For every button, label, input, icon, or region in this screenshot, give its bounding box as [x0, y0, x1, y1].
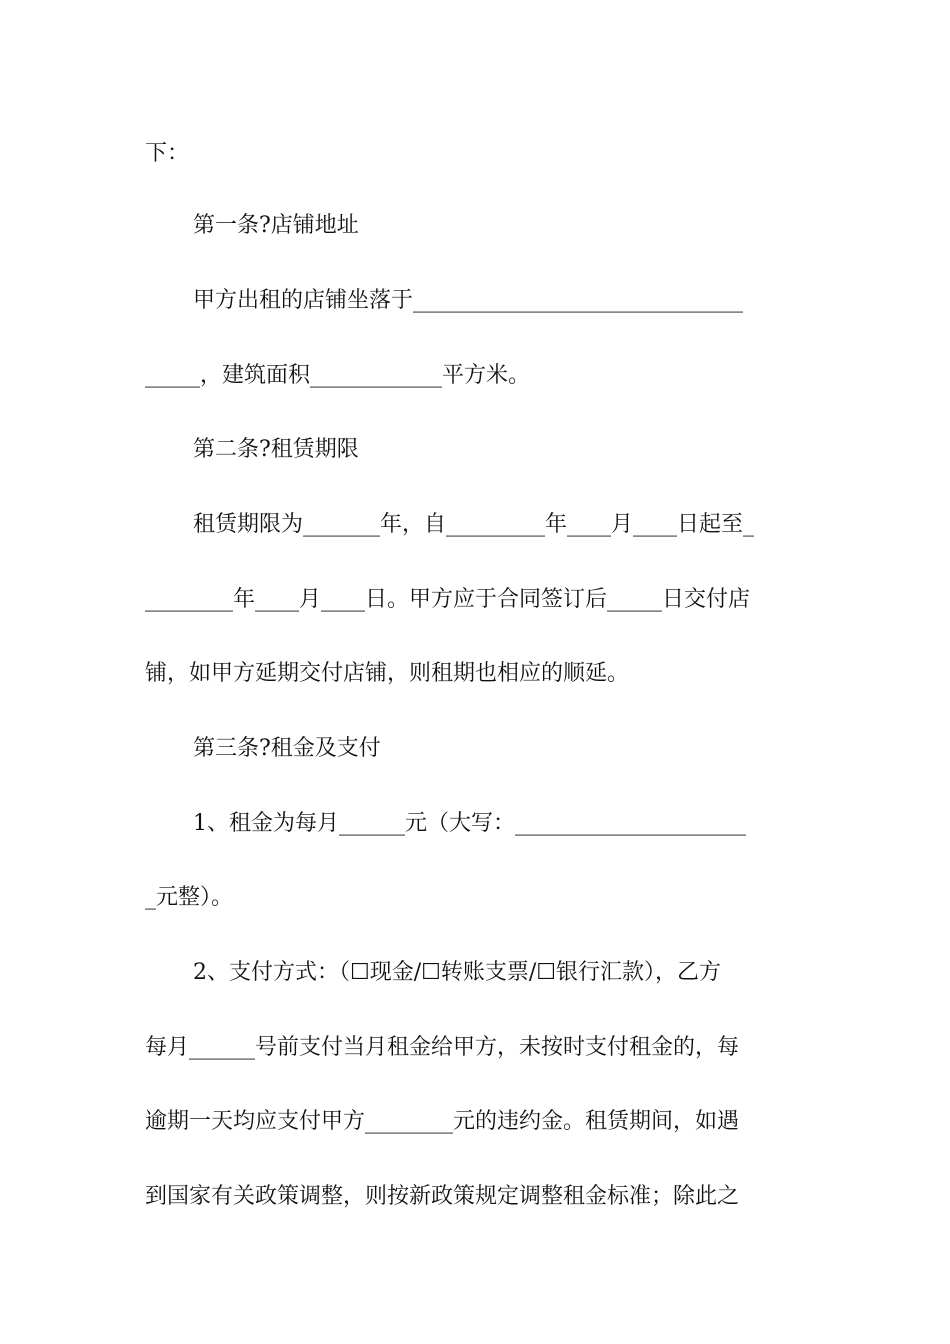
- text-line: 每月______号前支付当月租金给甲方，未按时支付租金的，每: [145, 1035, 740, 1060]
- text-line: 1、租金为每月______元（大写：_____________________: [193, 811, 746, 836]
- text-line: 2、支付方式：（☐现金/☐转账支票/☐银行汇款），乙方: [193, 960, 721, 985]
- text-line: 租赁期限为_______年，自_________年____月____日起至_: [193, 512, 755, 537]
- text-line: _____，建筑面积____________平方米。: [145, 363, 531, 388]
- text-line: 下：: [145, 141, 190, 166]
- text-line: 铺，如甲方延期交付店铺，则租期也相应的顺延。: [145, 661, 630, 686]
- text-line: 甲方出租的店铺坐落于______________________________: [193, 288, 744, 313]
- article-1-heading: 第一条?店铺地址: [193, 213, 359, 238]
- text-line: _元整）。: [145, 885, 234, 910]
- article-3-heading: 第三条?租金及支付: [193, 736, 381, 761]
- article-2-heading: 第二条?租赁期限: [193, 437, 359, 462]
- text-line: 逾期一天均应支付甲方________元的违约金。租赁期间，如遇: [145, 1109, 740, 1134]
- text-line: ________年____月____日。甲方应于合同签订后_____日交付店: [145, 587, 751, 612]
- text-line: 到国家有关政策调整，则按新政策规定调整租金标准；除此之: [145, 1184, 740, 1209]
